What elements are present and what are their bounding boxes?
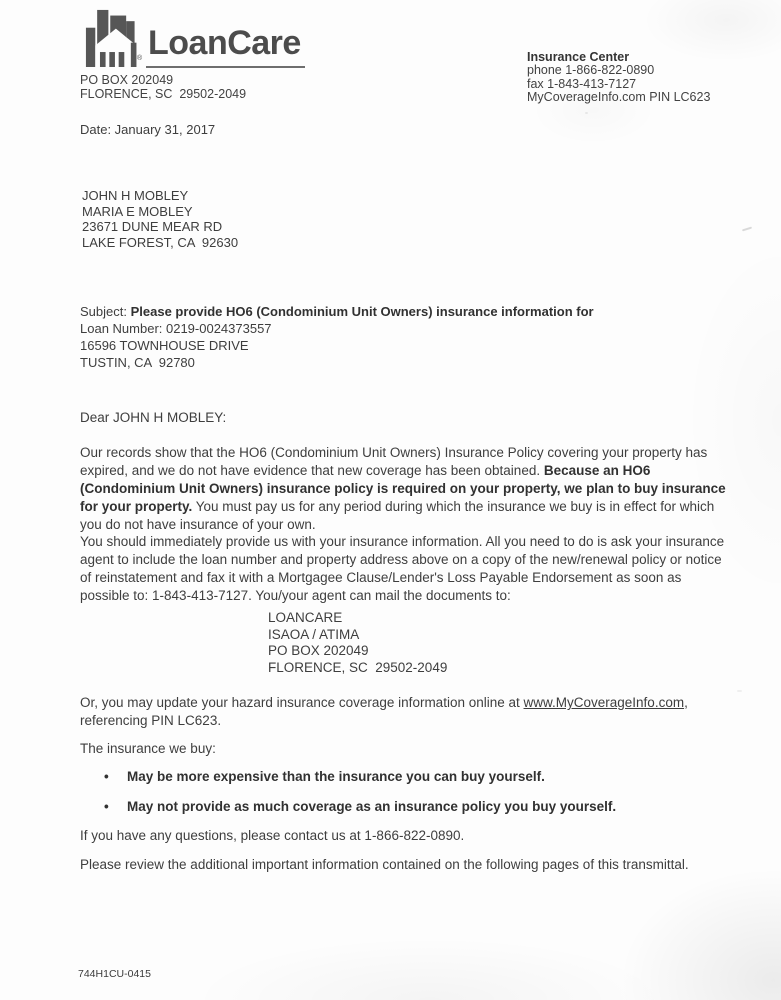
subject-headline: Please provide HO6 (Condominium Unit Owners) insurance information for bbox=[130, 304, 594, 319]
paragraph-provide-insurance: You should immediately provide us with your insurance information. All you need to do is ask your insurance agent to include the loan number and property address above on a copy of the new/renewal policy or notice of reinstatement and fax it with a Mortgagee Clause/Lender's Loss Payable Endorsement as soon as possible to: 1-843-413-7127. You/your agent can mail the documents to: bbox=[80, 534, 728, 603]
insurance-center-title: Insurance Center bbox=[527, 50, 630, 64]
paragraph-records-show bbox=[80, 444, 728, 534]
scan-artifact bbox=[585, 112, 588, 114]
bullet-icon: • bbox=[104, 799, 109, 814]
insurance-center-web-pin: MyCoverageInfo.com PIN LC623 bbox=[527, 90, 711, 105]
property-city-state-zip: TUSTIN, CA 92780 bbox=[80, 355, 195, 370]
sender-address-line: FLORENCE, SC 29502-2049 bbox=[80, 87, 247, 101]
mycoverageinfo-link[interactable]: www.MyCoverageInfo.com bbox=[523, 695, 685, 710]
sender-address bbox=[80, 73, 246, 101]
paragraph-text: , referencing PIN LC623. bbox=[80, 695, 692, 728]
mailing-address-block bbox=[268, 610, 447, 676]
paragraph-text: You must pay us for any period during which the insurance we buy is in effect for which you do not have insurance of your own. bbox=[80, 499, 719, 532]
paragraph-online-update bbox=[80, 694, 728, 730]
form-code: 744H1CU-0415 bbox=[78, 968, 151, 980]
salutation: Dear JOHN H MOBLEY: bbox=[80, 410, 227, 425]
recipient-city-state-zip: LAKE FOREST, CA 92630 bbox=[82, 235, 239, 251]
bullet-text: May not provide as much coverage as an insurance policy you buy yourself. bbox=[127, 799, 617, 814]
recipient-name: JOHN H MOBLEY bbox=[82, 188, 189, 203]
mailing-address-line: ISAOA / ATIMA bbox=[268, 626, 360, 642]
bullet-item bbox=[104, 798, 724, 816]
paragraph-text: Our records show that the HO6 (Condominium Unit Owners) Insurance Policy covering your property has expired, and we do not have evidence that new coverage has been obtained. bbox=[80, 445, 712, 478]
paragraph-bold-text: Because an HO6 (Condominium Unit Owners) insurance policy is required on your property, we plan to buy insurance for your property. bbox=[80, 463, 730, 514]
paragraph-text: Or, you may update your hazard insurance coverage information online at bbox=[80, 695, 524, 710]
property-address-line: 16596 TOWNHOUSE DRIVE bbox=[80, 338, 249, 353]
closing-line: Please review the additional important information contained on the following pages of this transmittal. bbox=[80, 857, 689, 872]
recipient-name: MARIA E MOBLEY bbox=[82, 203, 193, 219]
bullet-item bbox=[104, 768, 724, 786]
loan-number-line: Loan Number: 0219-0024373557 bbox=[80, 321, 272, 336]
subject-line bbox=[80, 303, 720, 320]
recipient-street: 23671 DUNE MEAR RD bbox=[82, 219, 223, 235]
subject-label: Subject: bbox=[80, 304, 131, 319]
loancare-wordmark: LoanCare bbox=[146, 24, 305, 68]
mailing-address-line: LOANCARE bbox=[268, 610, 343, 625]
scan-artifact bbox=[737, 690, 742, 692]
recipient-address bbox=[82, 188, 238, 251]
registered-trademark: ® bbox=[137, 55, 143, 62]
mailing-address-line: PO BOX 202049 bbox=[268, 643, 369, 658]
sender-address-line: PO BOX 202049 bbox=[80, 73, 174, 87]
scan-artifact bbox=[742, 227, 752, 232]
bullet-icon: • bbox=[104, 769, 109, 784]
subject-block bbox=[80, 303, 720, 371]
mailing-address-line: FLORENCE, SC 29502-2049 bbox=[268, 659, 448, 675]
date-line: Date: January 31, 2017 bbox=[80, 122, 216, 137]
insurance-center-phone: phone 1-866-822-0890 bbox=[527, 63, 655, 78]
contact-line: If you have any questions, please contact us at 1-866-822-0890. bbox=[80, 828, 465, 843]
loancare-building-icon bbox=[82, 9, 146, 72]
list-intro: The insurance we buy: bbox=[80, 741, 216, 756]
bullet-text: May be more expensive than the insurance you can buy yourself. bbox=[127, 769, 545, 784]
insurance-center-fax: fax 1-843-413-7127 bbox=[527, 76, 637, 91]
insurance-center-info bbox=[527, 51, 710, 105]
